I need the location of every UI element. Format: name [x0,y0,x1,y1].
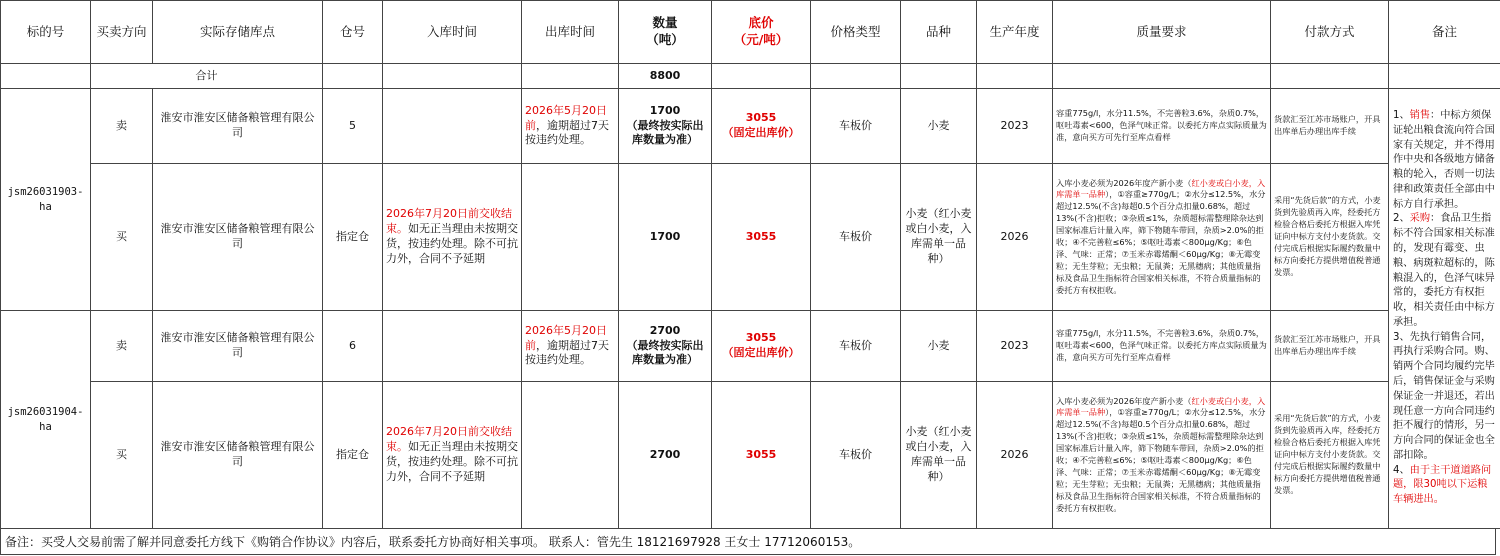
variety: 小麦（红小麦或白小麦，入库需单一品种） [901,164,977,311]
year: 2026 [977,382,1053,529]
price: 3055 [712,164,811,311]
variety: 小麦（红小麦或白小麦，入库需单一品种） [901,382,977,529]
price-type: 车板价 [811,382,901,529]
in-time: 2026年7月20日前交收结束。如无正当理由未按期交货，按违约处理。除不可抗力外，合同不予延期 [383,164,522,311]
payment: 货款汇至江苏市场账户，开具出库单后办理出库手续 [1271,89,1389,164]
direction: 买 [91,164,153,311]
footer-note: 备注：买受人交易前需了解并同意委托方线下《购销合作协议》内容后，联系委托方协商好相关事项。 联系人：管先生 18121697928 王女士 17712060153。 [0,529,1496,555]
header-variety: 品种 [901,1,977,64]
header-tender-no: 标的号 [1,1,91,64]
tender-no: jsm26031904-ha [1,311,91,529]
total-label: 合计 [91,64,323,89]
price: 3055 [712,382,811,529]
price: 3055 （固定出库价） [712,311,811,382]
tender-no: jsm26031903-ha [1,89,91,311]
price-type: 车板价 [811,311,901,382]
bin: 指定仓 [323,382,383,529]
price: 3055 （固定出库价） [712,89,811,164]
direction: 卖 [91,89,153,164]
header-quantity: 数量 （吨） [619,1,712,64]
header-quality: 质量要求 [1053,1,1271,64]
payment: 货款汇至江苏市场账户，开具出库单后办理出库手续 [1271,311,1389,382]
price-type: 车板价 [811,164,901,311]
table-row [1,89,1500,164]
quality: 容重775g/l，水分11.5%，不完善粒3.6%，杂质0.7%，呕吐毒素<600，色泽气味正常。以委托方库点实际质量为准，意向买方可先行至库点看样 [1053,311,1271,382]
payment: 采用“先货后款”的方式，小麦货到先验质再入库，经委托方检验合格后委托方根据入库凭证向中标方支付小麦货款。交付完成后根据实际履约数量中标方向委托方提供增值税普通发票。 [1271,382,1389,529]
payment: 采用“先货后款”的方式，小麦货到先验质再入库，经委托方检验合格后委托方根据入库凭证向中标方支付小麦货款。交付完成后根据实际履约数量中标方向委托方提供增值税普通发票。 [1271,164,1389,311]
variety: 小麦 [901,311,977,382]
quality: 入库小麦必须为2026年度产新小麦（红小麦或白小麦，入库需单一品种），①容重≥770g/L；②水分≤12.5%，水分超过12.5%(不含)每超0.5个百分点扣量0.68%，超过13%(不含)拒收；③杂质≤1%，杂质超标需整理除杂达到国家标准后计量入库，筛下物随车带回，杂质>2.0%的拒收；④不完善粒≤6%；⑤呕吐毒素＜800μg/Kg；⑥色泽、气味：正常；⑦玉米赤霉烯酮＜60μg/Kg；⑧无霉变粒；无生芽粒；无虫粮；无鼠粪；无黑穗病；其他质量指标及食品卫生指标符合国家相关标准，不符合质量指标的委托方有权拒收。 [1053,382,1271,529]
warehouse: 淮安市淮安区储备粮管理有限公司 [153,164,323,311]
bin: 6 [323,311,383,382]
warehouse: 淮安市淮安区储备粮管理有限公司 [153,89,323,164]
table-row [1,311,1500,382]
direction: 买 [91,382,153,529]
header-price: 底价 （元/吨） [712,1,811,64]
year: 2023 [977,89,1053,164]
table-row [1,382,1500,529]
warehouse: 淮安市淮安区储备粮管理有限公司 [153,311,323,382]
quantity: 2700 （最终按实际出库数量为准） [619,311,712,382]
warehouse: 淮安市淮安区储备粮管理有限公司 [153,382,323,529]
header-in-time: 入库时间 [383,1,522,64]
out-time: 2026年5月20日前，逾期超过7天按违约处理。 [522,311,619,382]
header-bin: 仓号 [323,1,383,64]
out-time: 2026年5月20日前，逾期超过7天按违约处理。 [522,89,619,164]
direction: 卖 [91,311,153,382]
price-type: 车板价 [811,89,901,164]
header-year: 生产年度 [977,1,1053,64]
table-row [1,164,1500,311]
bin: 指定仓 [323,164,383,311]
total-row [1,64,1500,89]
in-time: 2026年7月20日前交收结束。如无正当理由未按期交货，按违约处理。除不可抗力外，合同不予延期 [383,382,522,529]
quantity: 2700 [619,382,712,529]
header-payment: 付款方式 [1271,1,1389,64]
total-value: 8800 [619,64,712,89]
variety: 小麦 [901,89,977,164]
remarks-cell: 1、销售：中标方须保证轮出粮食流向符合国家有关规定，并不得用作中央和各级地方储备粮的轮入，否则一切法律和政策责任全部由中标方自行承担。 2、采购：食品卫生指标不符合国家相关标准的，发现有霉变、虫粮、病斑粒超标的，陈粮混入的，色泽气味异常的，委托方有权拒收，相关责任由中标方承担。 3、先执行销售合同，再执行采购合同。购、销两个合同均履约完毕后，销售保证金与采购保证金一并退还，若出现任意一方向合同违约拒不履行的情形，另一方向合同的保证金也全部扣除。 4、由于主干道道路问题，限30吨以下运粮车辆进出。 [1389,89,1500,529]
quantity: 1700 [619,164,712,311]
year: 2023 [977,311,1053,382]
header-direction: 买卖方向 [91,1,153,64]
bin: 5 [323,89,383,164]
header-out-time: 出库时间 [522,1,619,64]
quality: 入库小麦必须为2026年度产新小麦（红小麦或白小麦，入库需单一品种），①容重≥770g/L；②水分≤12.5%，水分超过12.5%(不含)每超0.5个百分点扣量0.68%，超过13%(不含)拒收；③杂质≤1%，杂质超标需整理除杂达到国家标准后计量入库，筛下物随车带回，杂质>2.0%的拒收；④不完善粒≤6%；⑤呕吐毒素＜800μg/Kg；⑥色泽、气味：正常；⑦玉米赤霉烯酮＜60μg/Kg；⑧无霉变粒；无生芽粒；无虫粮；无鼠粪；无黑穗病；其他质量指标及食品卫生指标符合国家相关标准，不符合质量指标的委托方有权拒收。 [1053,164,1271,311]
quality: 容重775g/l，水分11.5%，不完善粒3.6%，杂质0.7%，呕吐毒素<600，色泽气味正常。以委托方库点实际质量为准，意向买方可先行至库点看样 [1053,89,1271,164]
header-row [1,1,1500,64]
header-warehouse: 实际存储库点 [153,1,323,64]
year: 2026 [977,164,1053,311]
header-remarks: 备注 [1389,1,1500,64]
header-price-type: 价格类型 [811,1,901,64]
quantity: 1700 （最终按实际出库数量为准） [619,89,712,164]
